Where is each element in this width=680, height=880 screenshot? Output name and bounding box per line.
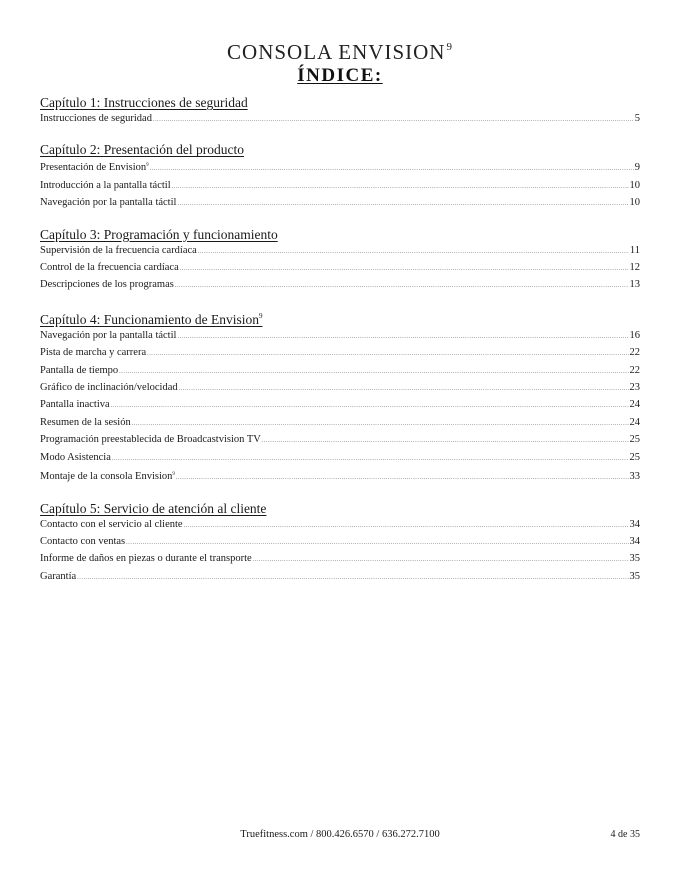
dot-leader	[132, 417, 629, 432]
toc-entry-page: 33	[629, 471, 640, 483]
toc-entry[interactable]	[40, 380, 640, 397]
toc-entry[interactable]	[40, 158, 640, 177]
dot-leader	[253, 553, 629, 568]
toc-entry-label: Resumen de la sesión	[40, 416, 131, 428]
chapter-title[interactable]: Capítulo 5: Servicio de atención al cliente	[40, 500, 267, 516]
toc-entry-label: Presentación de Envision$^9$	[40, 162, 149, 174]
dot-leader	[111, 399, 629, 414]
index-heading: ÍNDICE:	[297, 65, 383, 86]
document-header	[0, 34, 680, 87]
toc-entry-page: 34	[629, 518, 640, 530]
toc-entry-label: Contacto con el servicio al cliente	[40, 518, 183, 530]
toc-entry-label: Montaje de la consola Envision$^9$	[40, 471, 175, 483]
toc-entry-page: 24	[629, 399, 640, 411]
dot-leader	[262, 434, 629, 449]
toc-entry[interactable]	[40, 277, 640, 294]
toc-entry[interactable]	[40, 328, 640, 345]
toc-entry-page: 12	[629, 262, 640, 274]
toc-entry-label: Introducción a la pantalla táctil	[40, 179, 171, 191]
toc-chapter	[40, 500, 640, 587]
toc-entry-label: Modo Asistencia	[40, 451, 111, 463]
dot-leader	[119, 365, 628, 380]
dot-leader	[150, 162, 634, 177]
toc-entry[interactable]	[40, 432, 640, 449]
dot-leader	[198, 245, 629, 260]
dot-leader	[126, 536, 628, 551]
toc-entry-label: Pantalla inactiva	[40, 399, 110, 411]
dot-leader	[153, 113, 634, 128]
toc-entry[interactable]	[40, 467, 640, 486]
title-superscript: 9	[446, 41, 453, 53]
toc-entry-label: Gráfico de inclinación/velocidad	[40, 382, 178, 394]
page-number: 4 de 35	[610, 829, 640, 840]
toc-entry[interactable]	[40, 260, 640, 277]
toc-entry[interactable]	[40, 450, 640, 467]
toc-entry-label: Supervisión de la frecuencia cardíaca	[40, 244, 197, 256]
toc-entry-page: 10	[629, 179, 640, 191]
toc-entry-label: Navegación por la pantalla táctil	[40, 329, 177, 341]
toc-entry-label: Navegación por la pantalla táctil	[40, 197, 177, 209]
toc-entry-label: Informe de daños en piezas o durante el transporte	[40, 553, 252, 565]
toc-chapter	[40, 141, 640, 212]
toc-entry-label: Descripciones de los programas	[40, 279, 174, 291]
toc-chapter	[40, 308, 640, 487]
dot-leader	[184, 519, 629, 534]
toc-entry[interactable]	[40, 243, 640, 260]
toc-entry-page: 9	[634, 162, 640, 174]
toc-entry-page: 24	[629, 416, 640, 428]
toc-entry[interactable]	[40, 345, 640, 362]
toc-entry[interactable]	[40, 415, 640, 432]
toc-entry[interactable]	[40, 111, 640, 128]
toc-entry-page: 16	[629, 329, 640, 341]
toc-entry-page: 23	[629, 382, 640, 394]
dot-leader	[176, 471, 629, 486]
toc-chapter	[40, 226, 640, 295]
toc-entry[interactable]	[40, 551, 640, 568]
toc-entry[interactable]	[40, 195, 640, 212]
dot-leader	[175, 279, 629, 294]
toc-entry-page: 10	[629, 197, 640, 209]
toc-entry-page: 25	[629, 451, 640, 463]
document-title: CONSOLA ENVISION$^9$	[227, 40, 453, 64]
chapter-title[interactable]: Capítulo 3: Programación y funcionamiento	[40, 226, 278, 242]
toc-entry-page: 13	[629, 279, 640, 291]
toc-entry[interactable]	[40, 569, 640, 586]
dot-leader	[177, 330, 628, 345]
toc-entry-page: 11	[629, 244, 640, 256]
toc-entry[interactable]	[40, 363, 640, 380]
toc-entry[interactable]	[40, 178, 640, 195]
chapter-title[interactable]: Capítulo 2: Presentación del producto	[40, 142, 244, 158]
dot-leader	[172, 180, 629, 195]
toc-entry-label: Control de la frecuencia cardíaca	[40, 262, 179, 274]
toc-entry-label: Instrucciones de seguridad	[40, 113, 152, 124]
dot-leader	[77, 571, 628, 586]
toc-entry-label: Pantalla de tiempo	[40, 364, 119, 376]
toc-entry-page: 22	[629, 347, 640, 359]
toc-entry-page: 22	[629, 364, 640, 376]
footer-contact: Truefitness.com / 800.426.6570 / 636.272.7100	[240, 829, 440, 840]
toc-entry[interactable]	[40, 534, 640, 551]
toc-entry-label: Programación preestablecida de Broadcastvision TV	[40, 434, 261, 446]
toc-entry[interactable]	[40, 397, 640, 414]
toc-entry-page: 34	[629, 535, 640, 547]
toc-entry-label: Garantía	[40, 570, 77, 582]
dot-leader	[112, 452, 629, 467]
dot-leader	[177, 197, 628, 212]
dot-leader	[179, 382, 629, 397]
toc-chapter	[40, 94, 640, 128]
chapter-title[interactable]: Capítulo 1: Instrucciones de seguridad	[40, 95, 248, 110]
toc-entry-page: 35	[629, 553, 640, 565]
toc-entry-page: 25	[629, 434, 640, 446]
toc-entry-label: Pista de marcha y carrera	[40, 347, 147, 359]
dot-leader	[180, 262, 629, 277]
toc-entry[interactable]	[40, 517, 640, 534]
toc-entry-page: 35	[629, 570, 640, 582]
toc-entry-label: Contacto con ventas	[40, 535, 126, 547]
chapter-title[interactable]: Capítulo 4: Funcionamiento de Envision$^9$	[40, 311, 263, 327]
toc-entry-page: 5	[634, 113, 640, 124]
dot-leader	[147, 347, 628, 362]
table-of-contents	[40, 94, 640, 599]
